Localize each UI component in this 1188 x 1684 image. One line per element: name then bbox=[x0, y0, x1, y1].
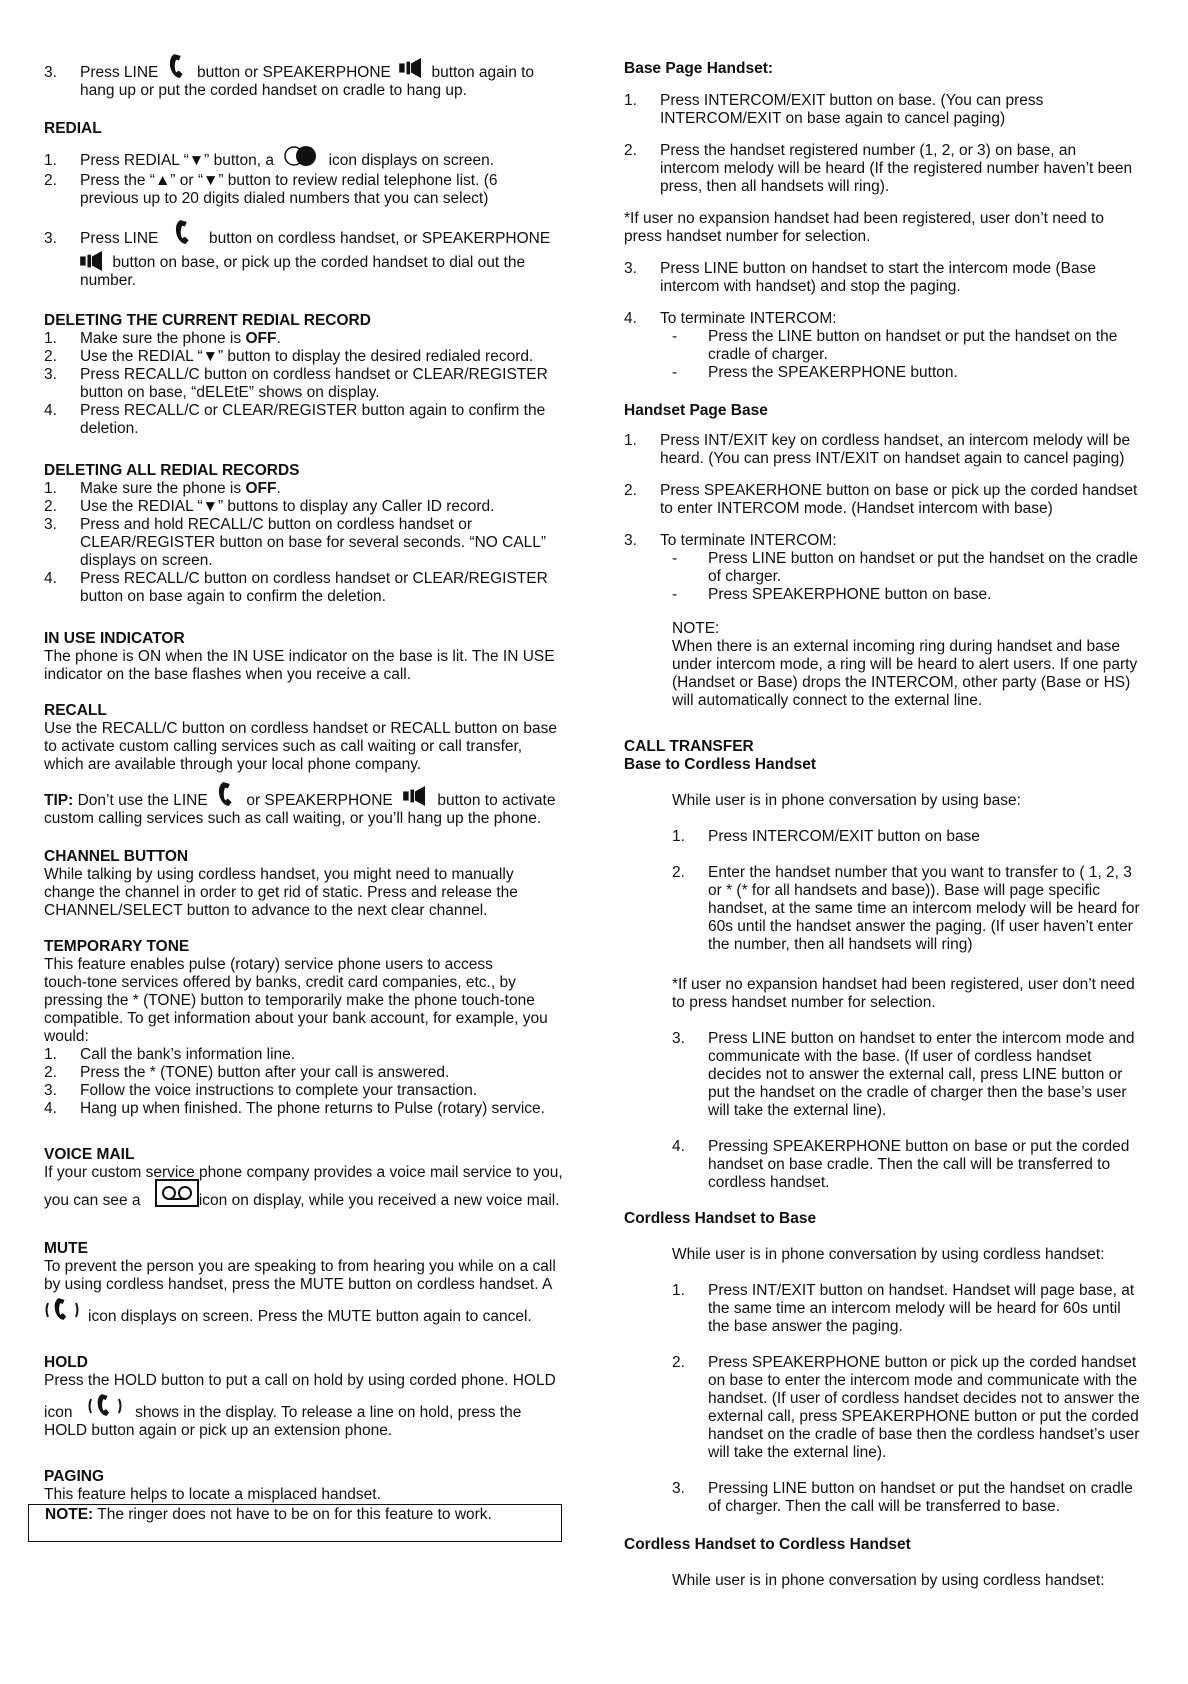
speakerphone-icon bbox=[399, 58, 423, 78]
channel-heading: CHANNEL BUTTON bbox=[44, 848, 189, 865]
handset-page-step-2: 2. Press SPEAKERHONE button on base or pick up the corded handset to enter INTERCOM mode. (Handset intercom with base) bbox=[624, 482, 1138, 517]
cordless-to-cordless-heading: Cordless Handset to Cordless Handset bbox=[624, 1536, 911, 1553]
channel-text: While talking by using cordless handset, you might need to manually change the channel in order to get rid of static. Press and release the CHANNEL/SELECT button to advance to the next clear channel. bbox=[44, 866, 518, 919]
transfer-b1: 1. Press INTERCOM/EXIT button on base bbox=[672, 828, 980, 845]
redial-step-3: 3. Press LINE button on cordless handset, or SPEAKERPHONE button on base, or pick up the corded handset to dial out the number. bbox=[44, 230, 584, 290]
delete-all-heading: DELETING ALL REDIAL RECORDS bbox=[44, 462, 300, 479]
list-item: 3. Press and hold RECALL/C button on cordless handset or CLEAR/REGISTER button on base for several seconds. “NO CALL” displays on screen. bbox=[44, 516, 547, 569]
handset-page-step-3: 3. To terminate INTERCOM: - Press LINE button on handset or put the handset on the cradle of charger. - Press SPEAKERPHONE button on base. bbox=[624, 532, 1138, 603]
list-item: 2. Press the * (TONE) button after your call is answered. bbox=[44, 1064, 450, 1081]
list-item: 1. Call the bank’s information line. bbox=[44, 1046, 296, 1063]
transfer-b2: 2. Enter the handset number that you want to transfer to ( 1, 2, 3 or * (* for all handsets and base)). Base will page specific handset, at the same time an intercom melody will be heard for 60s until the handset answer the paging. (If user haven’t enter the number, then all handsets will ring) bbox=[672, 864, 1140, 953]
recall-heading: RECALL bbox=[44, 702, 107, 719]
redial-step-1: 1. Press REDIAL “▼” button, a icon displays on screen. bbox=[44, 152, 584, 170]
redial-heading: REDIAL bbox=[44, 120, 102, 137]
cordless-to-base-intro: While user is in phone conversation by using cordless handset: bbox=[672, 1246, 1105, 1263]
transfer-star-note: *If user no expansion handset had been registered, user don’t need to press handset number for selection. bbox=[672, 976, 1135, 1011]
delete-all-list bbox=[44, 480, 584, 606]
voicemail-text: If your custom service phone company provides a voice mail service to you, you can see a icon on display, while you received a new voice mail. bbox=[44, 1164, 563, 1209]
handset-page-heading: Handset Page Base bbox=[624, 402, 768, 419]
paging-heading: PAGING bbox=[44, 1468, 104, 1485]
base-to-cordless-intro: While user is in phone conversation by using base: bbox=[672, 792, 1021, 809]
hold-icon bbox=[87, 1391, 123, 1421]
voicemail-heading: VOICE MAIL bbox=[44, 1146, 135, 1163]
recall-text: Use the RECALL/C button on cordless handset or RECALL button on base to activate custom calling services such as call waiting or call transfer, which are available through your local phone company. bbox=[44, 720, 557, 773]
base-page-step-3: 3. Press LINE button on handset to start the intercom mode (Base intercom with handset) and stop the paging. bbox=[624, 260, 1096, 295]
transfer-b4: 4. Pressing SPEAKERPHONE button on base or put the corded handset on base cradle. Then the call will be transferred to cordless handset. bbox=[672, 1138, 1130, 1191]
hangup-step: 3. Press LINE button or SPEAKERPHONE button again to hang up or put the corded handset on cradle to hang up. bbox=[44, 64, 584, 100]
tip-text: TIP: Don’t use the LINE or SPEAKERPHONE button to activate custom calling services such as call waiting, or you’ll hang up the phone. bbox=[44, 792, 584, 828]
speakerphone-icon bbox=[80, 251, 104, 271]
delete-current-heading: DELETING THE CURRENT REDIAL RECORD bbox=[44, 312, 371, 329]
intercom-note: NOTE: When there is an external incoming ring during handset and base under intercom mode, a ring will be heard to alert users. If one party (Handset or Base) drops the INTERCOM, other party (Base or HS) will automatically connect to the external line. bbox=[672, 620, 1138, 709]
list-item: 2. Use the REDIAL “▼” button to display the desired redialed record. bbox=[44, 348, 534, 365]
handset-page-step-1: 1. Press INT/EXIT key on cordless handset, an intercom melody will be heard. (You can press INT/EXIT on handset again to cancel paging) bbox=[624, 432, 1131, 467]
speakerphone-icon bbox=[403, 786, 427, 806]
base-page-step-4: 4. To terminate INTERCOM: - Press the LINE button on handset or put the handset on the cradle of charger. - Press the SPEAKERPHONE button. bbox=[624, 310, 1118, 381]
list-item: 3. Press RECALL/C button on cordless handset or CLEAR/REGISTER button on base, “dELEtE” shows on display. bbox=[44, 366, 548, 401]
hold-heading: HOLD bbox=[44, 1354, 88, 1371]
transfer-c3: 3. Pressing LINE button on handset or put the handset on cradle of charger. Then the call will be transferred to base. bbox=[672, 1480, 1133, 1515]
tone-text: This feature enables pulse (rotary) service phone users to access touch-tone services offered by banks, credit card companies, etc., by pressing the * (TONE) button to temporarily make the phone touch-tone compatible. To get information about your bank account, for example, you would: 1. Call the bank’s information line. 2. Press the * (TONE) button after your call is answered. 3. Follow the voice instructions to complete your transaction. 4. Hang up when finished. The phone returns to Pulse (rotary) service. bbox=[44, 956, 584, 1118]
list-item: 1. Make sure the phone is OFF. bbox=[44, 330, 281, 347]
line-handset-icon bbox=[173, 217, 195, 247]
in-use-text: The phone is ON when the IN USE indicator on the base is lit. The IN USE indicator on the base flashes when you receive a call. bbox=[44, 648, 555, 683]
call-transfer-heading: CALL TRANSFER bbox=[624, 738, 754, 755]
base-page-note: *If user no expansion handset had been registered, user don’t need to press handset number for selection. bbox=[624, 210, 1104, 245]
voicemail-icon bbox=[155, 1179, 199, 1207]
transfer-c1: 1. Press INT/EXIT button on handset. Handset will page base, at the same time an intercom melody will be heard for 60s until the base answer the paging. bbox=[672, 1282, 1135, 1335]
paging-text: This feature helps to locate a misplaced handset. bbox=[44, 1486, 381, 1503]
base-page-heading: Base Page Handset: bbox=[624, 60, 774, 77]
list-item: 4. Press RECALL/C button on cordless handset or CLEAR/REGISTER button on base again to confirm the deletion. bbox=[44, 570, 548, 605]
list-item: 4. Hang up when finished. The phone returns to Pulse (rotary) service. bbox=[44, 1100, 545, 1117]
cordless-to-base-heading: Cordless Handset to Base bbox=[624, 1210, 817, 1227]
base-to-cordless-heading: Base to Cordless Handset bbox=[624, 756, 817, 773]
transfer-c2: 2. Press SPEAKERPHONE button or pick up the corded handset on base to enter the intercom mode and communicate with the handset. (If user of cordless handset decides not to answer the external call, press SPEAKERPHONE button or put the corded handset on the cradle of base then the cordless handset’s user will take the external line). bbox=[672, 1354, 1140, 1461]
in-use-heading: IN USE INDICATOR bbox=[44, 630, 185, 647]
list-item: 1. Make sure the phone is OFF. bbox=[44, 480, 281, 497]
base-page-step-2: 2. Press the handset registered number (1, 2, or 3) on base, an intercom melody will be heard (If the registered number haven’t been press, then all handsets will ring). bbox=[624, 142, 1133, 195]
transfer-b3: 3. Press LINE button on handset to enter the intercom mode and communicate with the base. (If user of cordless handset decides not to answer the external call, press LINE button or put the handset on the cradle of charger then the base’s user will take the external line). bbox=[672, 1030, 1135, 1119]
paging-note-box: NOTE: The ringer does not have to be on for this feature to work. bbox=[28, 1504, 562, 1542]
mute-icon bbox=[44, 1295, 80, 1325]
hold-text: Press the HOLD button to put a call on hold by using corded phone. HOLD icon shows in the display. To release a line on hold, press the HOLD button again or pick up an extension phone. bbox=[44, 1372, 556, 1439]
tone-heading: TEMPORARY TONE bbox=[44, 938, 190, 955]
cordless-to-cordless-intro: While user is in phone conversation by using cordless handset: bbox=[672, 1572, 1105, 1589]
redial-icon bbox=[282, 145, 320, 167]
line-handset-icon bbox=[167, 51, 189, 81]
mute-text: To prevent the person you are speaking to from hearing you while on a call by using cordless handset, press the MUTE button on cordless handset. A icon displays on screen. Press the MUTE button again to cancel. bbox=[44, 1258, 556, 1325]
base-page-step-1: 1. Press INTERCOM/EXIT button on base. (You can press INTERCOM/EXIT on base again to cancel paging) bbox=[624, 92, 1044, 127]
list-item: 2. Use the REDIAL “▼” buttons to display any Caller ID record. bbox=[44, 498, 495, 515]
list-item: 3. Follow the voice instructions to complete your transaction. bbox=[44, 1082, 478, 1099]
delete-current-list bbox=[44, 330, 584, 438]
line-handset-icon bbox=[216, 779, 238, 809]
mute-heading: MUTE bbox=[44, 1240, 88, 1257]
redial-step-2: 2. Press the “▲” or “▼” button to review redial telephone list. (6 previous up to 20 digits dialed numbers that you can select) bbox=[44, 172, 498, 207]
list-item: 4. Press RECALL/C or CLEAR/REGISTER button again to confirm the deletion. bbox=[44, 402, 546, 437]
